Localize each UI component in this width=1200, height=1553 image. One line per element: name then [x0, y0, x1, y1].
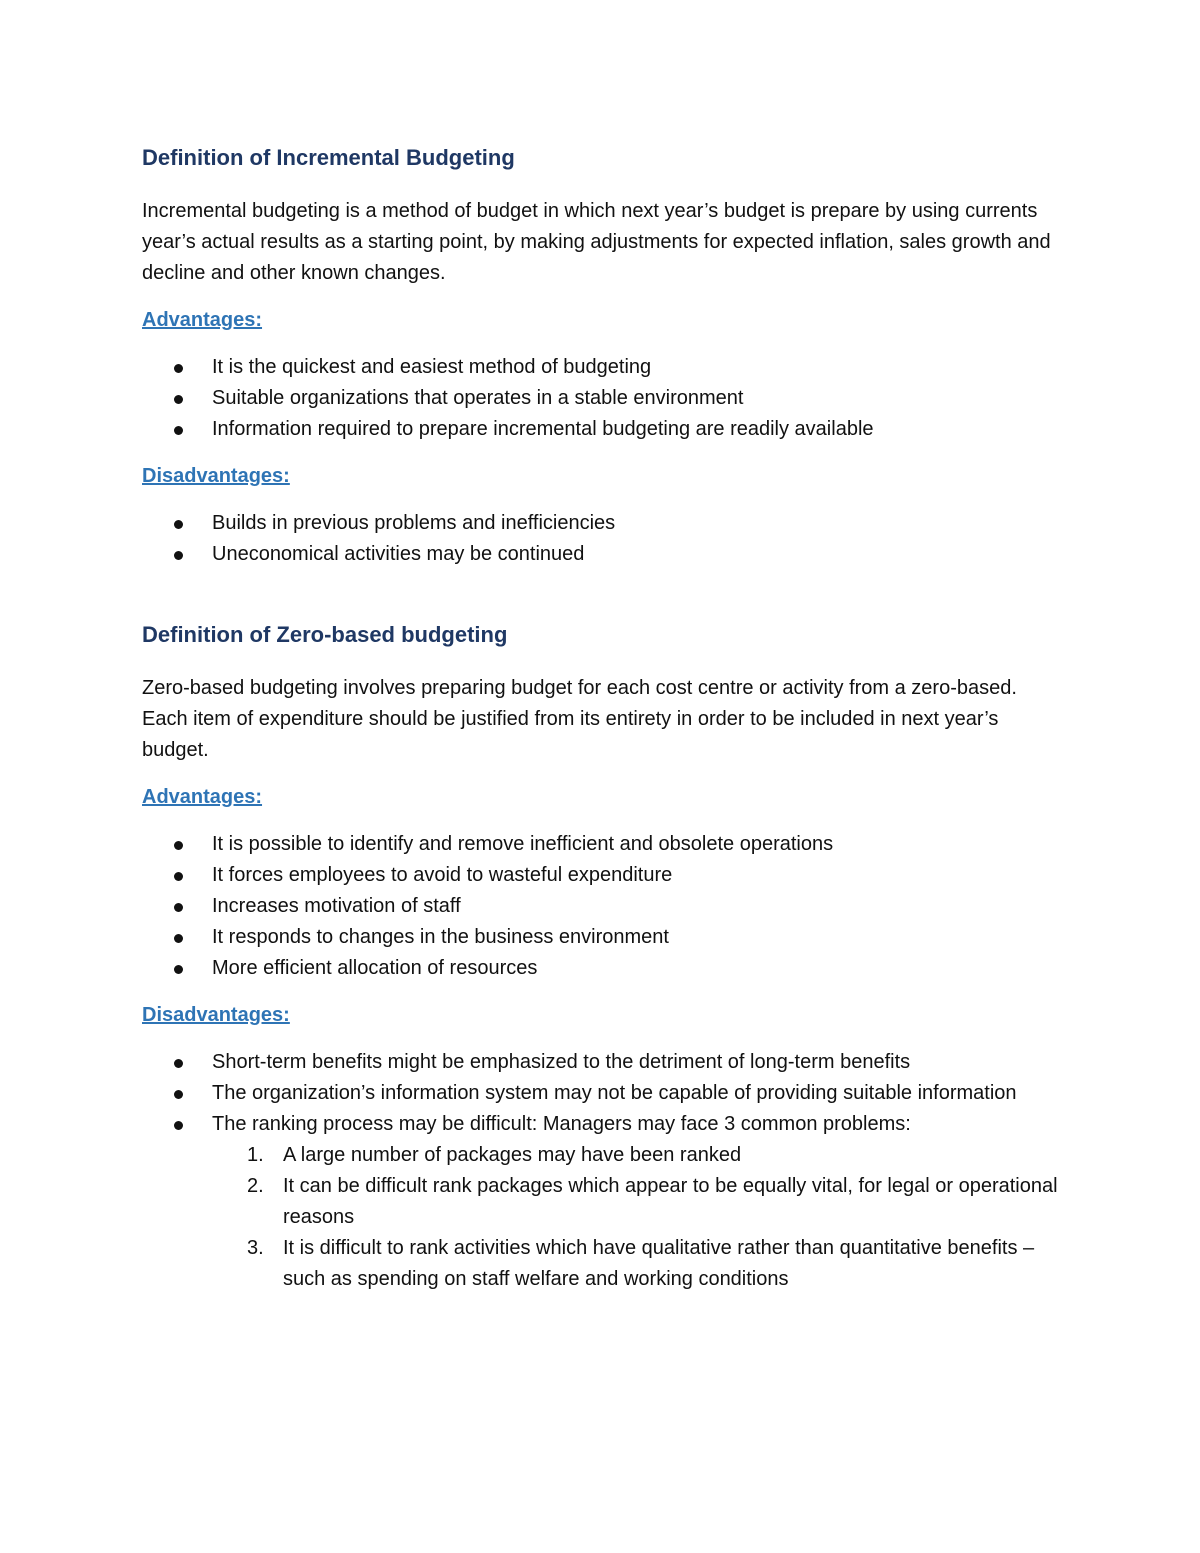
list-item-text: It forces employees to avoid to wasteful expenditure — [212, 864, 673, 886]
bullet-icon — [174, 520, 183, 529]
bullet-icon — [174, 841, 183, 850]
numbered-item — [212, 1171, 1062, 1233]
list-item-text: The organization’s information system may not be capable of providing suitable information — [212, 1082, 1017, 1104]
section-spacer — [142, 570, 1062, 617]
section-heading-incremental: Definition of Incremental Budgeting — [142, 145, 515, 170]
numbered-item-text: It can be difficult rank packages which appear to be equally vital, for legal or operational reasons — [283, 1175, 1058, 1228]
numbered-item-text: It is difficult to rank activities which have qualitative rather than quantitative benefits – such as spending on staff welfare and working conditions — [283, 1237, 1035, 1290]
zero-based-advantages-list — [142, 829, 1062, 984]
bullet-icon — [174, 1121, 183, 1130]
list-item-text: It responds to changes in the business environment — [212, 926, 669, 948]
list-item — [142, 953, 1062, 984]
ranking-problems-list — [212, 1140, 1062, 1295]
list-item — [142, 1078, 1062, 1109]
bullet-icon — [174, 426, 183, 435]
bullet-icon — [174, 965, 183, 974]
list-item — [142, 352, 1062, 383]
incremental-definition-paragraph: Incremental budgeting is a method of budget in which next year’s budget is prepare by using currents year’s actual results as a starting point, by making adjustments for expected inflation, sales growth and decline and other known changes. — [142, 200, 1051, 284]
list-item-text: Information required to prepare incremental budgeting are readily available — [212, 418, 874, 440]
list-item — [142, 860, 1062, 891]
list-item-text: The ranking process may be difficult: Managers may face 3 common problems: — [212, 1113, 911, 1135]
incremental-disadvantages-list — [142, 508, 1062, 570]
zero-based-advantages-heading: Advantages: — [142, 786, 263, 808]
list-item — [142, 922, 1062, 953]
bullet-icon — [174, 1090, 183, 1099]
bullet-icon — [174, 903, 183, 912]
numbered-item — [212, 1140, 1062, 1171]
bullet-icon — [174, 364, 183, 373]
list-item-text: Suitable organizations that operates in a stable environment — [212, 387, 744, 409]
zero-based-disadvantages-list — [142, 1047, 1062, 1295]
bullet-icon — [174, 1059, 183, 1068]
list-item — [142, 539, 1062, 570]
bullet-icon — [174, 395, 183, 404]
list-item-text: Builds in previous problems and inefficiencies — [212, 512, 616, 534]
item-number: 2. — [247, 1175, 264, 1197]
list-item — [142, 891, 1062, 922]
bullet-icon — [174, 934, 183, 943]
list-item-text: More efficient allocation of resources — [212, 957, 538, 979]
list-item-text: It is the quickest and easiest method of budgeting — [212, 356, 652, 378]
list-item — [142, 508, 1062, 539]
list-item-text: Uneconomical activities may be continued — [212, 543, 585, 565]
list-item — [142, 414, 1062, 445]
list-item — [142, 1109, 1062, 1295]
bullet-icon — [174, 551, 183, 560]
section-heading-zero-based: Definition of Zero-based budgeting — [142, 622, 508, 647]
numbered-item — [212, 1233, 1062, 1295]
item-number: 3. — [247, 1237, 264, 1259]
document-page — [142, 140, 1062, 1295]
bullet-icon — [174, 872, 183, 881]
list-item-text: Increases motivation of staff — [212, 895, 461, 917]
list-item-text: Short-term benefits might be emphasized to the detriment of long-term benefits — [212, 1051, 911, 1073]
numbered-item-text: A large number of packages may have been ranked — [283, 1144, 742, 1166]
item-number: 1. — [247, 1144, 264, 1166]
zero-based-disadvantages-heading: Disadvantages: — [142, 1004, 290, 1026]
incremental-disadvantages-heading: Disadvantages: — [142, 465, 290, 487]
incremental-advantages-list — [142, 352, 1062, 445]
zero-based-definition-paragraph: Zero-based budgeting involves preparing budget for each cost centre or activity from a zero-based. Each item of expenditure should be justified from its entirety in order to be included in next year’s budget. — [142, 677, 1017, 761]
list-item — [142, 829, 1062, 860]
list-item — [142, 1047, 1062, 1078]
list-item — [142, 383, 1062, 414]
list-item-text: It is possible to identify and remove inefficient and obsolete operations — [212, 833, 834, 855]
incremental-advantages-heading: Advantages: — [142, 309, 263, 331]
